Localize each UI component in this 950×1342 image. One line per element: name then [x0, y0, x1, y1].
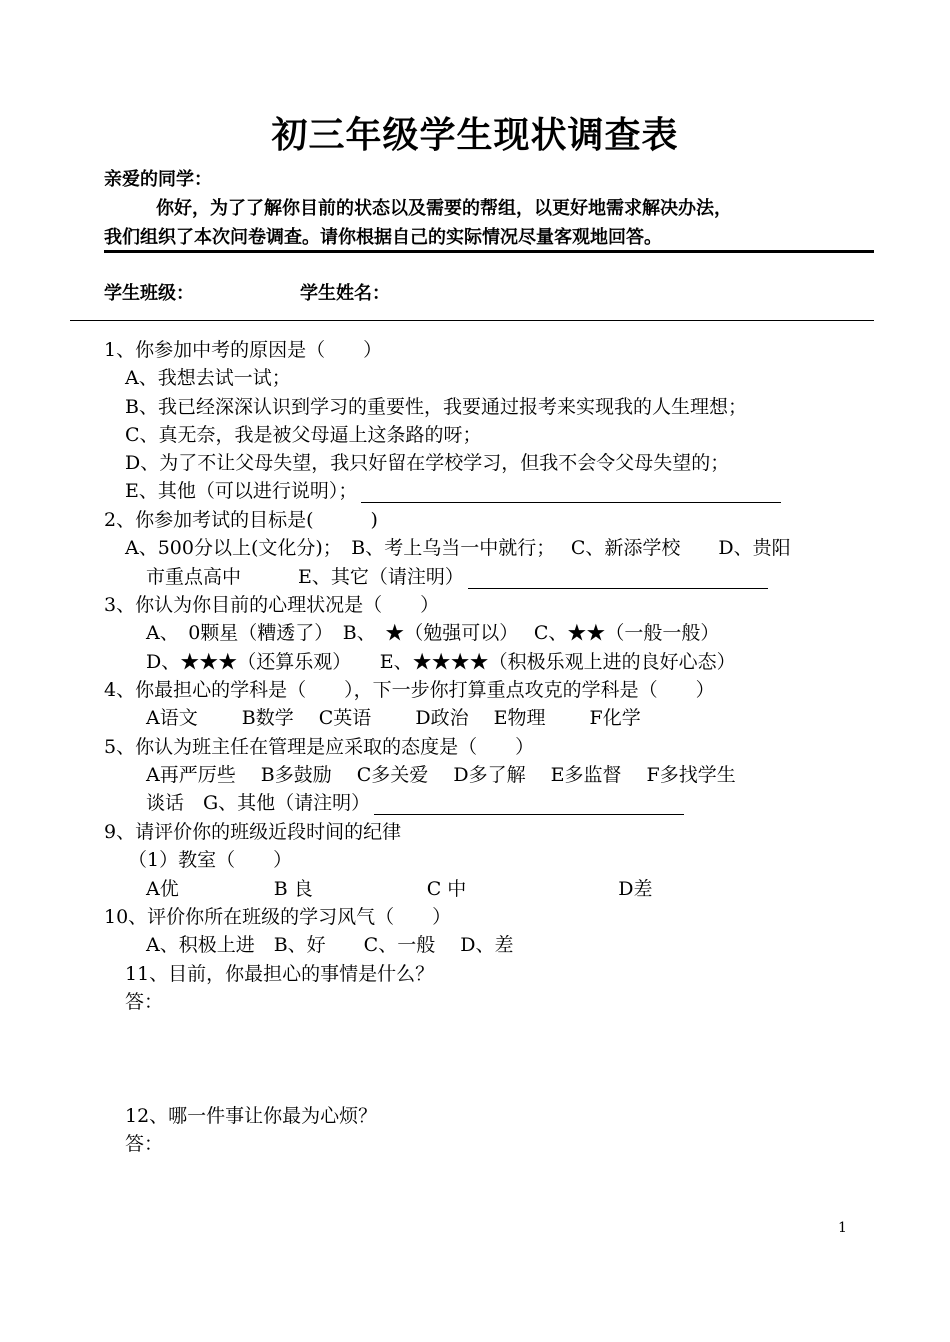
- greeting: 亲爱的同学：: [104, 169, 212, 190]
- q1-option-c: C、真无奈，我是被父母逼上这条路的呀；: [125, 424, 482, 446]
- q2-options-line-2-label: 市重点高中 E、其它（请注明）: [146, 566, 464, 588]
- class-label: 学生班级：: [104, 283, 194, 304]
- q1-answer-blank[interactable]: [361, 484, 781, 503]
- fields-divider: [70, 320, 874, 321]
- q11-answer-label: 答：: [125, 991, 164, 1013]
- q2-stem: 2、你参加考试的目标是( ): [104, 509, 378, 531]
- q12-stem: 12、哪一件事让你最为心烦？: [125, 1105, 378, 1127]
- q3-options-line-1: A、 0颗星（糟透了） B、 ★（勉强可以） C、★★（一般一般）: [146, 622, 720, 644]
- q1-option-a: A、我想去试一试；: [125, 367, 291, 389]
- q5-options-line-1: A再严厉些 B多鼓励 C多关爱 D多了解 E多监督 F多找学生: [146, 764, 736, 786]
- name-label: 学生姓名：: [300, 283, 390, 304]
- q5-stem: 5、你认为班主任在管理是应采取的态度是（ ）: [104, 736, 535, 758]
- header-divider-thick: [104, 250, 874, 253]
- q10-options: A、积极上进 B、好 C、一般 D、差: [146, 934, 514, 956]
- q4-options: A语文 B数学 C英语 D政治 E物理 F化学: [146, 707, 641, 729]
- q3-options-line-2: D、★★★（还算乐观） E、★★★★（积极乐观上进的良好心态）: [146, 651, 736, 673]
- q1-option-e-label: E、其他（可以进行说明）；: [125, 480, 358, 502]
- q5-options-line-2: [146, 791, 684, 815]
- q9-stem: 9、请评价你的班级近段时间的纪律: [104, 821, 402, 843]
- q2-options-line-2: [146, 565, 768, 589]
- q1-option-e: [125, 479, 781, 503]
- q10-stem: 10、评价你所在班级的学习风气（ ）: [104, 906, 452, 928]
- q9-options: A优 B 良 C 中 D差: [146, 878, 653, 900]
- q3-stem: 3、你认为你目前的心理状况是（ ）: [104, 594, 440, 616]
- q11-stem: 11、目前，你最担心的事情是什么？: [125, 963, 435, 985]
- page-number: 1: [838, 1220, 847, 1236]
- q1-option-d: D、为了不让父母失望，我只好留在学校学习，但我不会令父母失望的；: [125, 452, 730, 474]
- q1-stem: 1、你参加中考的原因是（ ）: [104, 339, 383, 361]
- q2-options-line-1: A、500分以上(文化分)； B、考上乌当一中就行； C、新添学校 D、贵阳: [125, 537, 791, 559]
- q1-option-b: B、我已经深深认识到学习的重要性，我要通过报考来实现我的人生理想；: [125, 396, 747, 418]
- q5-answer-blank[interactable]: [374, 796, 684, 815]
- q9-sub-question: （1）教室（ ）: [128, 849, 293, 871]
- q12-answer-label: 答：: [125, 1133, 164, 1155]
- intro-line-1: 你好，为了了解你目前的状态以及需要的帮组，以更好地需求解决办法，: [156, 198, 732, 219]
- q2-answer-blank[interactable]: [468, 570, 768, 589]
- intro-line-2: 我们组织了本次问卷调查。请你根据自己的实际情况尽量客观地回答。: [104, 227, 662, 248]
- q5-options-line-2-label: 谈话 G、其他（请注明）: [146, 792, 371, 814]
- q4-stem: 4、你最担心的学科是（ ），下一步你打算重点攻克的学科是（ ）: [104, 679, 715, 701]
- document-title: 初三年级学生现状调查表: [271, 115, 679, 156]
